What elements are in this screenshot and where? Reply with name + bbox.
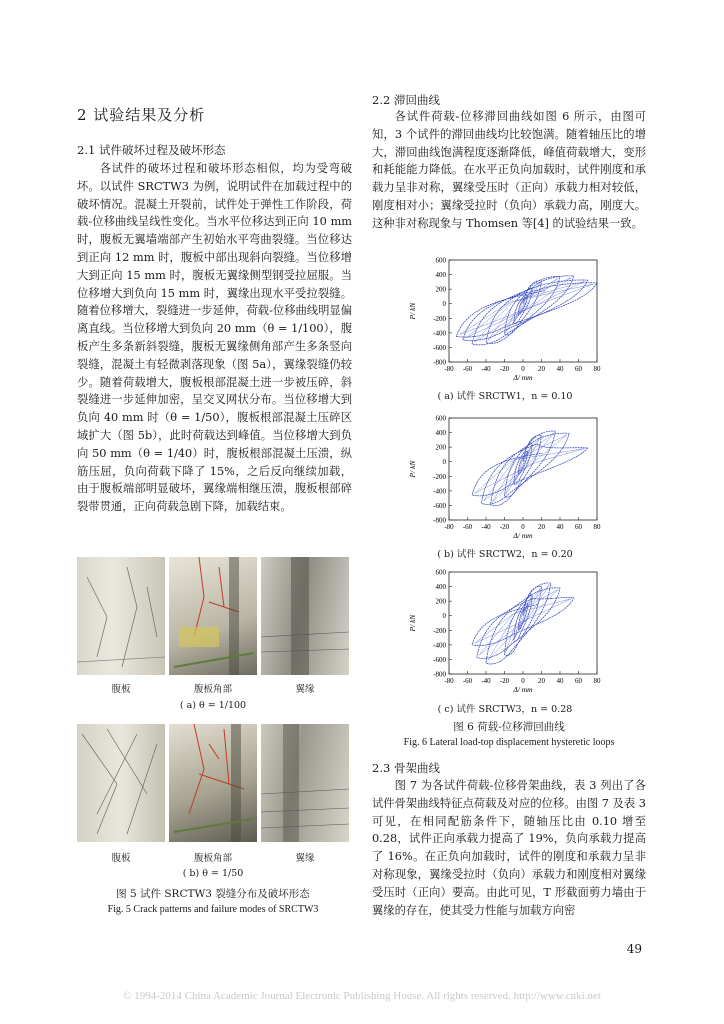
x-tick-label: -20 (499, 365, 510, 373)
x-tick-label: -40 (481, 523, 491, 531)
y-tick-label: 600 (435, 256, 446, 265)
hysteresis-loop-inner (475, 585, 572, 660)
x-tick-label: -60 (462, 677, 473, 685)
y-tick-label: -400 (433, 641, 446, 650)
x-tick-label: 40 (556, 365, 564, 373)
y-tick-label: -400 (433, 487, 446, 496)
x-tick-label: 80 (593, 365, 601, 373)
y-tick-label: 200 (435, 285, 446, 294)
x-tick-label: -20 (499, 523, 510, 531)
x-axis-label: Δ/ mm (513, 531, 533, 540)
photo-label-flange-b: 翼缘 (295, 853, 315, 864)
fig6-caption-cn: 图 6 荷载-位移滞回曲线 (453, 721, 565, 733)
y-axis-label: P/ kN (408, 614, 417, 632)
hysteresis-chart-a (405, 254, 605, 386)
y-tick-label: 0 (442, 458, 446, 467)
paragraph: 各试件的破坏过程和破坏形态相似，均为受弯破坏。以试件 SRCTW3 为例，说明试件在加载过程中的破坏情况。混凝土开裂前，试件处于弹性工作阶段，荷载-位移曲线呈线性变化。当水平位移达到正向 10 mm 时，腹板无翼墙端部产生初始水平弯曲裂缝。当位移达到正向 12 mm 时，腹板中部出现斜向裂缝。当位移增大到正向 15 mm 时，腹板无翼缘侧型钢受拉屈服。当位移增大到负向 15 mm 时，翼缘出现水平受拉裂缝。随着位移增大，裂缝进一步延伸，荷载-位移曲线明显偏离直线。当位移增大到负向 20 mm（θ = 1/100），腹板产生多条新斜裂缝，腹板无翼缘侧角部产生多条竖向裂缝，混凝土有轻微剥落现象（图 5a），翼缘裂缝仍较少。随着荷载增大，腹板根部混凝土进一步被压碎，斜裂缝进一步延伸加密，呈交叉网状分布。当位移增大到负向 40 mm 时（θ = 1/50），腹板根部混凝土压碎区域扩大（图 5b），此时荷载达到峰值。当位移增大到负向 50 mm（θ = 1/40）时，腹板根部混凝土压溃，纵筋压屈，负向荷载下降了 15%，之后反向继续加载，由于腹板端部明显破坏，翼缘端相继压溃，腹板根部碎裂带贯通，正向荷载急剧下降，加载结束。 (77, 162, 352, 514)
x-tick-label: -80 (444, 523, 454, 531)
y-tick-label: 200 (435, 597, 446, 606)
y-tick-label: -800 (433, 516, 446, 525)
x-tick-label: 80 (593, 523, 601, 531)
subsection-title-2-2: 2.2 滞回曲线 (372, 93, 440, 107)
y-tick-label: 600 (435, 568, 446, 577)
hysteresis-loop (472, 431, 588, 506)
photo-web-b (77, 724, 165, 842)
y-tick-label: -800 (433, 358, 446, 367)
paragraph: 各试件荷载-位移滞回曲线如图 6 所示，由图可知，3 个试件的滞回曲线均比较饱满。随着轴压比的增大，滞回曲线饱满程度逐渐降低，峰值荷载增大，变形和耗能能力降低。在水平正负向加载时，试件刚度和承载力呈非对称，翼缘受压时（正向）承载力相对较低，刚度相对小；翼缘受拉时（负向）承载力高，刚度大。这种非对称现象与 Thomsen 等[4] 的试验结果一致。 (372, 110, 646, 230)
y-tick-label: -400 (433, 329, 446, 338)
y-tick-label: 400 (435, 429, 446, 438)
copyright-footer: © 1994-2014 China Academic Journal Electronic Publishing House. All rights reserved. http://www.cnki.net (123, 990, 601, 1002)
photo-web-corner-a (169, 557, 257, 675)
y-tick-label: 0 (442, 300, 446, 309)
x-tick-label: 40 (556, 523, 564, 531)
y-tick-label: -200 (433, 314, 446, 323)
paragraph: 图 7 为各试件荷载-位移骨架曲线，表 3 列出了各试件骨架曲线特征点荷载及对应的位移。由图 7 及表 3 可见，在相同配筋条件下，随轴压比由 0.10 增至 0.28，试件正向承载力提高了 19%，负向承载力提高了 16%。在正负向加载时，试件的刚度和承载力呈非对称现象，翼缘受拉时（负向）承载力和刚度相对翼缘受压时（正向）要高。由此可见，T 形截面剪力墙由于翼缘的存在，使其受力性能与加载方向密 (372, 779, 646, 917)
y-tick-label: 600 (435, 414, 446, 423)
y-tick-label: -200 (433, 472, 446, 481)
photo-label-corner-a: 腹板角部 (193, 684, 232, 695)
y-tick-label: -200 (433, 626, 446, 635)
y-axis-label: P/ kN (408, 460, 417, 478)
fig6c-caption: ( c) 试件 SRCTW3，n = 0.28 (437, 704, 573, 715)
subsection-title-2-3: 2.3 骨架曲线 (372, 761, 440, 775)
x-tick-label: 20 (538, 365, 545, 373)
hysteresis-chart-c (405, 566, 605, 698)
section-2-1-body (77, 160, 352, 516)
x-tick-label: -40 (481, 677, 491, 685)
fig5b-caption: ( b) θ = 1/50 (182, 868, 244, 879)
x-tick-label: 20 (538, 677, 545, 685)
fig5-caption-cn: 图 5 试件 SRCTW3 裂缝分布及破坏形态 (116, 888, 310, 900)
fig6a-caption: ( a) 试件 SRCTW1，n = 0.10 (437, 391, 573, 402)
x-tick-label: -60 (462, 523, 473, 531)
y-tick-label: 400 (435, 583, 446, 592)
x-axis-label: Δ/ mm (513, 373, 533, 382)
fig5-caption-en: Fig. 5 Crack patterns and failure modes of SRCTW3 (107, 904, 319, 915)
photo-flange-b (261, 724, 349, 842)
y-tick-label: 0 (442, 612, 446, 621)
photo-label-web-a: 腹板 (111, 684, 131, 695)
x-axis-label: Δ/ mm (513, 685, 533, 694)
x-tick-label: 60 (575, 523, 582, 531)
hysteresis-chart-b (405, 412, 605, 544)
photo-label-web-b: 腹板 (111, 853, 131, 864)
y-tick-label: -600 (433, 501, 446, 510)
x-tick-label: 0 (521, 365, 525, 373)
fig6b-caption: ( b) 试件 SRCTW2，n = 0.20 (437, 549, 573, 560)
section-title: 2 试验结果及分析 (77, 106, 206, 124)
y-tick-label: -600 (433, 343, 446, 352)
x-tick-label: -40 (481, 365, 491, 373)
x-tick-label: -60 (462, 365, 473, 373)
photo-flange-a (261, 557, 349, 675)
x-tick-label: 60 (575, 365, 582, 373)
section-2-3-body (372, 777, 646, 919)
photo-web-corner-b (169, 724, 257, 842)
y-tick-label: -800 (433, 670, 446, 679)
x-tick-label: -80 (444, 677, 454, 685)
photo-web-a (77, 557, 165, 675)
hysteresis-loop (456, 276, 597, 345)
x-tick-label: -80 (444, 365, 454, 373)
x-tick-label: 60 (575, 677, 582, 685)
y-tick-label: -600 (433, 655, 446, 664)
x-tick-label: 20 (538, 523, 545, 531)
y-tick-label: 200 (435, 443, 446, 452)
subsection-title-2-1: 2.1 试件破坏过程及破坏形态 (77, 143, 226, 157)
x-tick-label: -20 (499, 677, 510, 685)
section-2-2-body (372, 108, 646, 233)
y-axis-label: P/ kN (408, 302, 417, 320)
y-tick-label: 400 (435, 271, 446, 280)
x-tick-label: 0 (521, 523, 525, 531)
x-tick-label: 40 (556, 677, 564, 685)
x-tick-label: 0 (521, 677, 525, 685)
fig5a-caption: ( a) θ = 1/100 (179, 700, 247, 711)
x-tick-label: 80 (593, 677, 601, 685)
photo-label-corner-b: 腹板角部 (193, 853, 232, 864)
page-number: 49 (626, 942, 642, 956)
fig6-caption-en: Fig. 6 Lateral load-top displacement hysteretic loops (403, 737, 615, 748)
photo-label-flange-a: 翼缘 (295, 684, 315, 695)
